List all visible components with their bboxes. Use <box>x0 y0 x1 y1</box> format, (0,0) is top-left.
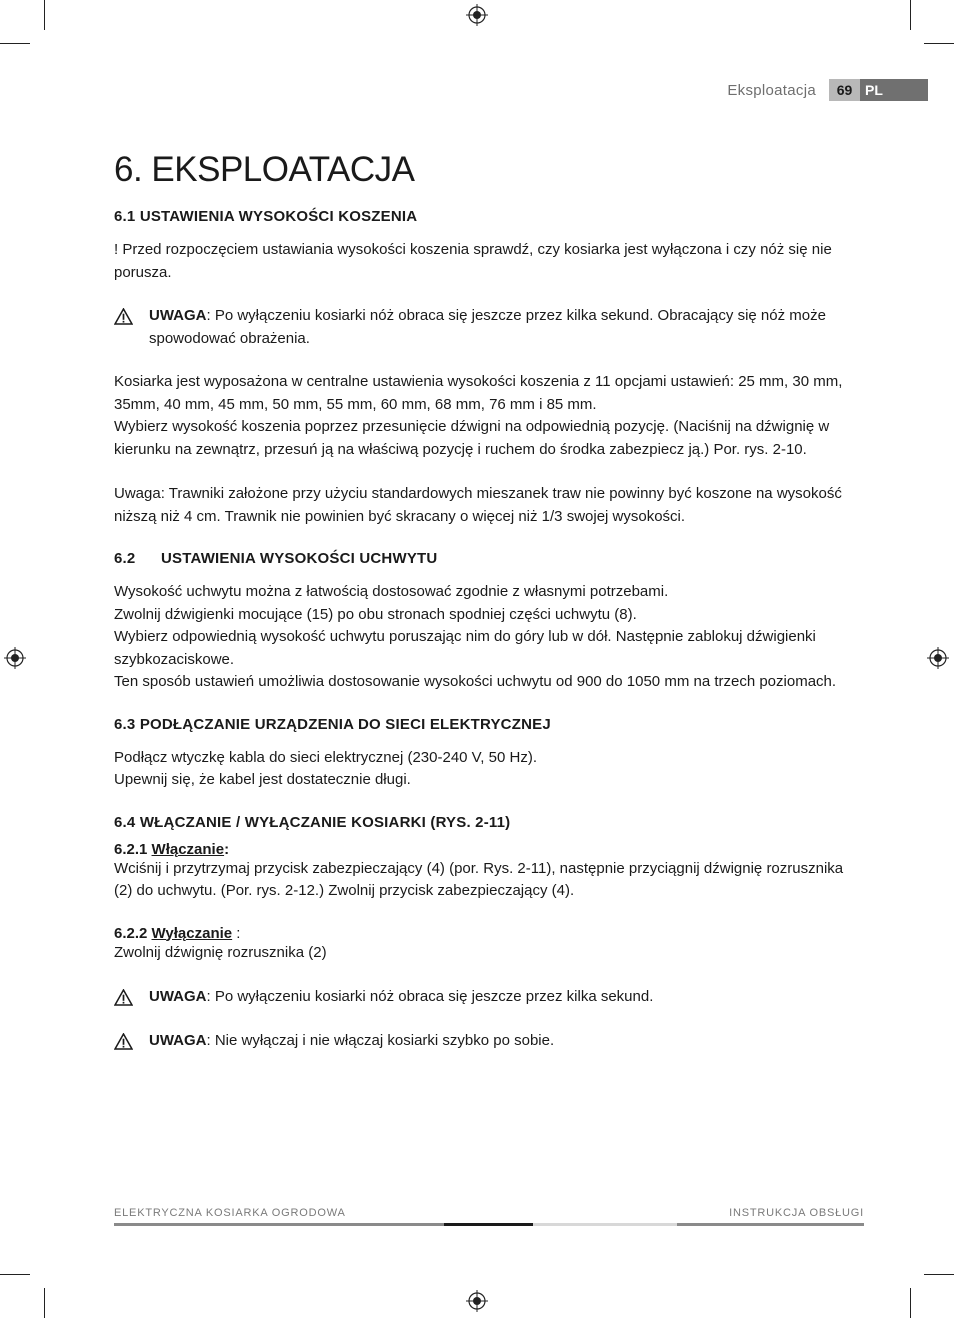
section-title: USTAWIENIA WYSOKOŚCI UCHWYTU <box>161 550 438 567</box>
language-code: PL <box>860 79 928 101</box>
section-6-1-note: Uwaga: Trawniki założone przy użyciu standardowych mieszanek traw nie powinny być koszone na wysokość niższą niż 4 cm. Trawnik nie powinien być skracany o więcej niż 1/3 swojej wysokości. <box>114 485 842 525</box>
footer-rule <box>677 1223 864 1226</box>
warning-triangle-icon <box>114 308 133 325</box>
section-6-3-heading: 6.3 PODŁĄCZANIE URZĄDZENIA DO SIECI ELEKTRYCZNEJ <box>114 715 551 733</box>
section-6-1-instructions: Wybierz wysokość koszenia poprzez przesunięcie dźwigni na odpowiednią pozycję. (Naciśnij na dźwignię w kierunku na zewnątrz, przesuń ją na właściwą pozycję i ruchem do środka zabezpiecz ją.) Por. rys. 2-10. <box>114 418 830 458</box>
page-number: 69 <box>829 79 860 101</box>
section-6-1-heading: 6.1 USTAWIENIA WYSOKOŚCI KOSZENIA <box>114 208 418 225</box>
warning-label: UWAGA <box>149 1031 207 1049</box>
section-6-2-line: Zwolnij dźwigienki mocujące (15) po obu stronach spodniej części uchwytu (8). <box>114 605 637 623</box>
crop-mark <box>924 43 954 44</box>
header-section-label: Eksploatacja <box>727 82 816 99</box>
crop-mark <box>924 1274 954 1275</box>
warning-label: UWAGA <box>149 307 207 324</box>
warning-note <box>114 305 859 350</box>
warning-note <box>114 1030 859 1053</box>
subsection-switch-off-text: Zwolnij dźwignię rozrusznika (2) <box>114 943 327 961</box>
section-6-1-precheck: ! Przed rozpoczęciem ustawiania wysokości koszenia sprawdź, czy kosiarka jest wyłączona i czy nóż się nie porusza. <box>114 241 832 281</box>
warning-text: : Po wyłączeniu kosiarki nóż obraca się jeszcze przez kilka sekund. <box>206 988 654 1005</box>
registration-mark-icon <box>4 647 26 669</box>
crop-mark <box>44 0 45 30</box>
crop-mark <box>910 1288 911 1318</box>
warning-text: : Nie wyłączaj i nie włączaj kosiarki szybko po sobie. <box>206 1031 555 1049</box>
footer-rule-accent <box>444 1223 533 1226</box>
section-6-2-line: Ten sposób ustawień umożliwia dostosowanie wysokości uchwytu od 900 do 1050 mm na trzech poziomach. <box>114 673 837 690</box>
subsection-suffix: : <box>232 924 241 942</box>
warning-triangle-icon <box>114 989 133 1006</box>
section-6-1-options: Kosiarka jest wyposażona w centralne ustawienia wysokości koszenia z 11 opcjami ustawień: 25 mm, 30 mm, 35mm, 40 mm, 45 mm, 50 mm, 55 mm, 60 mm, 68 mm, 76 mm i 85 mm. <box>114 373 843 413</box>
subsection-title: Włączanie <box>151 840 225 858</box>
subsection-suffix: : <box>224 840 230 858</box>
section-6-2-line: Wybierz odpowiednią wysokość uchwytu poruszając nim do góry lub w dół. Następnie zablokuj dźwigienki szybkozaciskowe. <box>114 628 816 668</box>
subsection-switch-on-heading <box>114 841 859 858</box>
registration-mark-icon <box>466 1290 488 1312</box>
subsection-number: 6.2.1 <box>114 840 152 858</box>
footer-rule <box>114 1223 444 1226</box>
registration-mark-icon <box>927 647 949 669</box>
crop-mark <box>910 0 911 30</box>
warning-triangle-icon <box>114 1033 133 1050</box>
crop-mark <box>0 1274 30 1275</box>
registration-mark-icon <box>466 4 488 26</box>
section-6-3-line: Upewnij się, że kabel jest dostatecznie długi. <box>114 771 411 788</box>
footer-product-name: ELEKTRYCZNA KOSIARKA OGRODOWA <box>114 1207 346 1219</box>
section-number: 6.2 <box>114 550 136 567</box>
warning-label: UWAGA <box>149 988 207 1005</box>
subsection-title: Wyłączanie <box>151 924 233 942</box>
warning-text: : Po wyłączeniu kosiarki nóż obraca się jeszcze przez kilka sekund. Obracający się nóż może spowodować obrażenia. <box>149 307 826 347</box>
subsection-number: 6.2.2 <box>114 924 152 942</box>
footer-rule <box>533 1223 677 1226</box>
subsection-switch-off-heading <box>114 925 859 942</box>
page-title: 6. EKSPLOATACJA <box>114 150 415 189</box>
section-6-2-heading <box>114 550 859 567</box>
section-6-3-line: Podłącz wtyczkę kabla do sieci elektrycznej (230-240 V, 50 Hz). <box>114 748 537 766</box>
warning-note <box>114 986 859 1009</box>
section-6-2-line: Wysokość uchwytu można z łatwością dostosować zgodnie z własnymi potrzebami. <box>114 583 669 600</box>
crop-mark <box>0 43 30 44</box>
crop-mark <box>44 1288 45 1318</box>
section-6-4-heading: 6.4 WŁĄCZANIE / WYŁĄCZANIE KOSIARKI (RYS. 2-11) <box>114 813 511 831</box>
footer-manual-label: INSTRUKCJA OBSŁUGI <box>729 1207 864 1219</box>
page-content <box>114 150 859 1052</box>
subsection-switch-on-text: Wciśnij i przytrzymaj przycisk zabezpieczający (4) (por. Rys. 2-11), następnie przyciągnij dźwignię rozrusznika (2) do uchwytu. (Por. rys. 2-12.) Zwolnij przycisk zabezpieczający (4). <box>114 859 844 899</box>
